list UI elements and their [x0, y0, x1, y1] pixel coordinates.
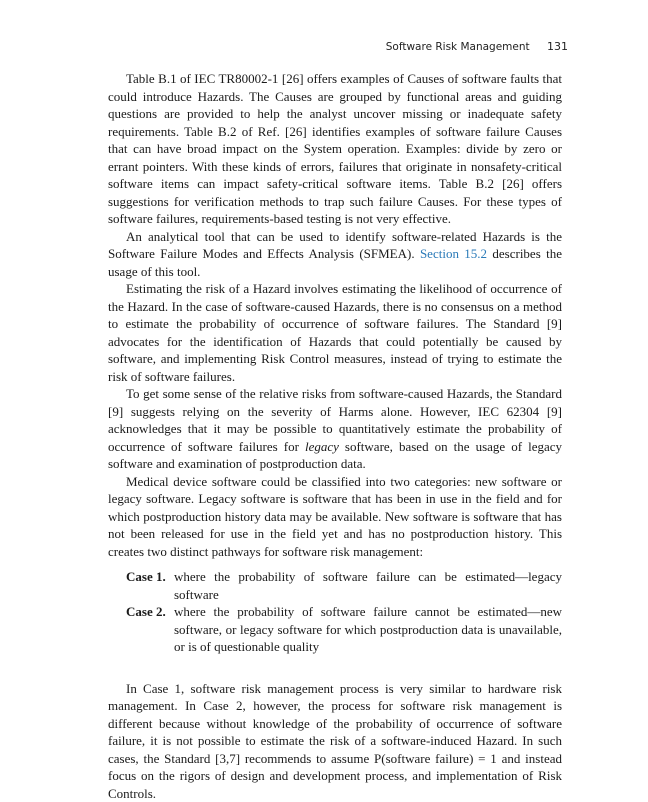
case-item: [108, 603, 562, 656]
paragraph-sfmea: [108, 228, 562, 281]
running-header: [386, 40, 568, 53]
paragraph-relative-risks-text-1: To get some sense of the relative risks from software-caused Hazards, the Standard [9] suggests relying on the severity of Harms alone. However, IEC 62304 [9] acknowledges that it may be possible to quantitatively estimate the probability of occurrence of software failures for: [108, 386, 562, 454]
case-label: Case 1.: [126, 568, 174, 586]
case-label: Case 2.: [126, 603, 174, 621]
page-number: 131: [547, 40, 568, 53]
paragraph-risk-estimation: Estimating the risk of a Hazard involves estimating the likelihood of occurrence of the Hazard. In the case of software-caused Hazards, there is no consensus on a method to estimate the probability of occurrence of software failures. The Standard [9] advocates for the identification of Hazards that could potentially be caused by software, and implementing Risk Control measures, instead of trying to estimate the risk of software failures.: [108, 280, 562, 385]
case-text: where the probability of software failure cannot be estimated—new software, or legacy software for which postproduction data is unavailable, or is of questionable quality: [174, 603, 562, 656]
paragraph-case-comparison: In Case 1, software risk management process is very similar to hardware risk management. In Case 2, however, the process for software risk management is different because without knowledge of the probability of occurrence of software failure, it is not possible to estimate the risk of a software-induced Hazard. In such cases, the Standard [3,7] recommends to assume P(software failure) = 1 and instead focus on the rigors of design and development process, and implementation of Risk Controls.: [108, 680, 562, 802]
body-text: [108, 70, 562, 802]
paragraph-software-categories: Medical device software could be classified into two categories: new software or legacy software. Legacy software is software that has been in use in the field and for which postproduction history data may be available. New software is software that has not been released for use in the field yet and has no postproduction history. This creates two distinct pathways for software risk management:: [108, 473, 562, 561]
section-title: Software Risk Management: [386, 41, 530, 53]
paragraph-relative-risks-text-2: software, based on the usage of legacy software and examination of postproduction data.: [108, 439, 562, 472]
paragraph-iec-tr80002: Table B.1 of IEC TR80002-1 [26] offers examples of Causes of software faults that could introduce Hazards. The Causes are grouped by functional areas and guiding questions are provided to help the analyst uncover missing or inadequate safety requirements. Table B.2 of Ref. [26] identifies examples of software failure Causes that can have broad impact on the System operation. Examples: divide by zero or errant pointers. With these kinds of errors, failures that originate in nonsafety-critical software items can impact safety-critical software items. Table B.2 [26] offers suggestions for verification methods to trap such failure Causes. For these types of software failures, requirements-based testing is not very effective.: [108, 70, 562, 228]
case-text: where the probability of software failure can be estimated—legacy software: [174, 568, 562, 603]
paragraph-sfmea-text-2: describes the usage of this tool.: [108, 246, 562, 279]
case-item: [108, 568, 562, 603]
legacy-emphasis: legacy: [305, 439, 339, 454]
section-15-2-link[interactable]: Section 15.2: [420, 246, 487, 261]
case-list: [108, 568, 562, 656]
paragraph-relative-risks: [108, 385, 562, 473]
paragraph-sfmea-text-1: An analytical tool that can be used to identify software-related Hazards is the Software Failure Modes and Effects Analysis (SFMEA).: [108, 229, 562, 262]
